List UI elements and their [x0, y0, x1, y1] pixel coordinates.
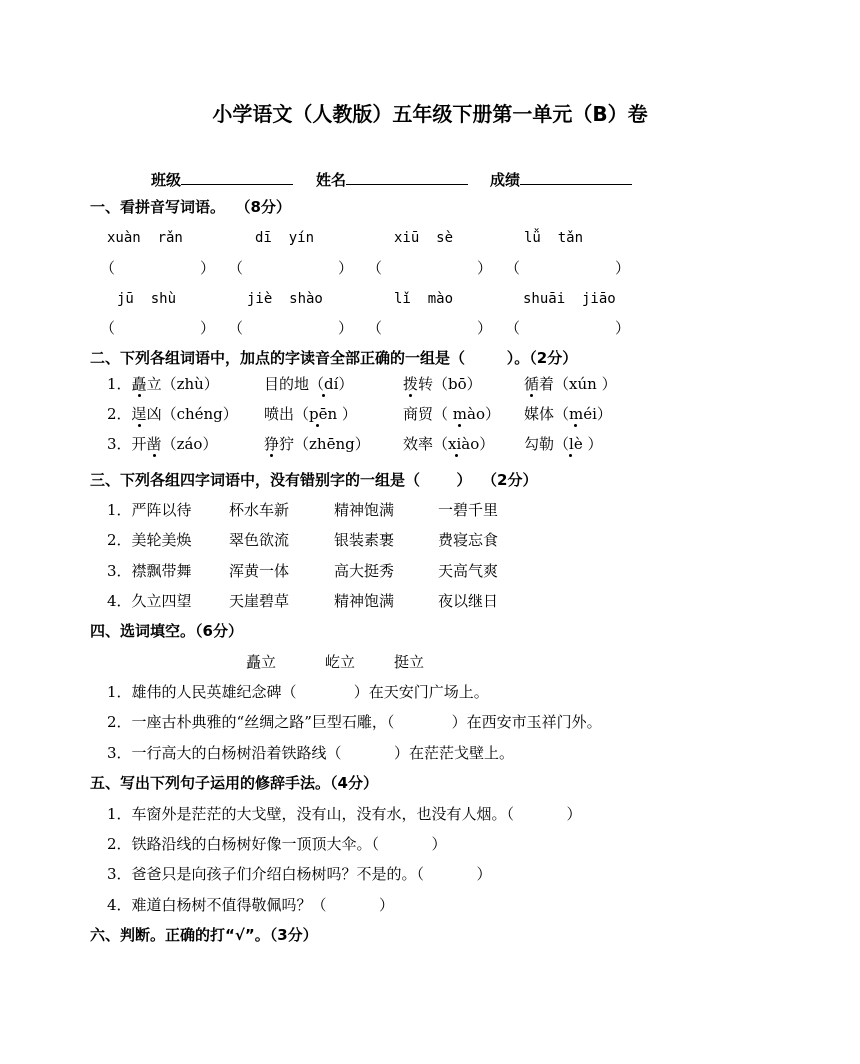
dotted-char: 勒（lè ）: [539, 435, 603, 453]
answer-bracket-open: （: [228, 319, 244, 337]
option-cell: 勾勒（lè ）: [524, 435, 603, 453]
idiom-option: 3．襟飘带舞: [107, 562, 192, 580]
dotted-char: 地（dí）: [294, 375, 354, 393]
rhetoric-question: 1．车窗外是茫茫的大戈壁，没有山，没有水，也没有人烟。（ ）: [107, 805, 582, 823]
rhetoric-question: 2．铁路沿线的白杨树好像一顶顶大伞。（ ）: [107, 835, 447, 853]
option-cell: 目的地（dí）: [264, 375, 354, 393]
idiom-option: 银装素裹: [334, 531, 395, 549]
dotted-char: 体（méi）: [539, 405, 612, 423]
answer-bracket-close: ）: [200, 259, 216, 277]
idiom-option: 浑黄一体: [229, 562, 290, 580]
answer-bracket-close: ）: [615, 319, 631, 337]
answer-bracket-close: ）: [615, 259, 631, 277]
section-5-heading: 五、写出下列句子运用的修辞手法。（4分）: [90, 774, 378, 792]
pinyin-item: shuāi jiāo: [523, 291, 616, 307]
pinyin-item: jiè shào: [247, 291, 323, 307]
section-2-heading: 二、下列各组词语中，加点的字读音全部正确的一组是（ ）。（2分）: [90, 349, 578, 367]
idiom-option: 一碧千里: [438, 501, 499, 519]
dotted-char: 凿: [146, 435, 162, 453]
dotted-char: 出（pēn ）: [279, 405, 357, 423]
score-field[interactable]: [490, 167, 632, 190]
pinyin-item: lǐ mào: [394, 291, 454, 307]
idiom-option: 杯水车新: [229, 501, 290, 519]
name-label: 姓名: [316, 171, 347, 189]
fill-question: 1．雄伟的人民英雄纪念碑（ ）在天安门广场上。: [107, 683, 489, 701]
pinyin-item: xuàn rǎn: [107, 230, 183, 246]
option-row-3: 3．开凿（záo）: [107, 435, 218, 453]
idiom-option: 精神饱满: [334, 501, 395, 519]
dotted-char: 狰: [264, 435, 280, 453]
section-4-heading: 四、选词填空。（6分）: [90, 622, 243, 640]
idiom-option: 高大挺秀: [334, 562, 395, 580]
answer-bracket-close: ）: [477, 319, 493, 337]
idiom-option: 精神饱满: [334, 592, 395, 610]
dotted-char: 率（xiào）: [418, 435, 495, 453]
answer-bracket-close: ）: [200, 319, 216, 337]
idiom-option: 费寝忘食: [438, 531, 499, 549]
dotted-char: 循: [524, 375, 540, 393]
answer-bracket-close: ）: [477, 259, 493, 277]
answer-bracket-close: ）: [338, 319, 354, 337]
option-row-2: 2．逞凶（chéng）: [107, 405, 238, 423]
dotted-char: 贸（ mào）: [418, 405, 500, 423]
answer-bracket-open: （: [367, 319, 383, 337]
option-cell: 循着（xún ）: [524, 375, 617, 393]
idiom-option: 4．久立四望: [107, 592, 192, 610]
pinyin-item: dī yín: [255, 230, 315, 246]
option-cell: 狰狞（zhēng）: [264, 435, 370, 453]
fill-question: 2．一座古朴典雅的“丝绸之路”巨型石雕，（ ）在西安市玉祥门外。: [107, 713, 602, 731]
word-choice: 挺立: [394, 653, 425, 671]
name-blank[interactable]: [346, 167, 468, 185]
rhetoric-question: 4．难道白杨树不值得敬佩吗？（ ）: [107, 896, 394, 914]
idiom-option: 1．严阵以待: [107, 501, 192, 519]
option-cell: 拨转（bō）: [403, 375, 482, 393]
pinyin-item: lǚ tǎn: [524, 230, 584, 246]
pinyin-item: xiū sè: [394, 230, 454, 246]
dotted-char: 逞: [131, 405, 147, 423]
answer-bracket-open: （: [100, 319, 116, 337]
word-choice: 矗立: [246, 653, 277, 671]
fill-question: 3．一行高大的白杨树沿着铁路线（ ）在茫茫戈壁上。: [107, 744, 514, 762]
answer-bracket-close: ）: [338, 259, 354, 277]
idiom-option: 夜以继日: [438, 592, 499, 610]
option-row-1: 1．矗立（zhù）: [107, 375, 219, 393]
option-cell: 媒体（méi）: [524, 405, 612, 423]
section-6-heading: 六、判断。正确的打“√”。（3分）: [90, 926, 318, 944]
class-field[interactable]: [151, 167, 293, 190]
answer-bracket-open: （: [367, 259, 383, 277]
idiom-option: 天崖碧草: [229, 592, 290, 610]
answer-bracket-open: （: [228, 259, 244, 277]
page-title: 小学语文（人教版）五年级下册第一单元（B）卷: [212, 102, 648, 126]
idiom-option: 2．美轮美焕: [107, 531, 192, 549]
idiom-option: 天高气爽: [438, 562, 499, 580]
name-field[interactable]: [316, 167, 468, 190]
dotted-char: 拨: [403, 375, 419, 393]
section-1-heading: 一、看拼音写词语。 （8分）: [90, 198, 291, 216]
pinyin-item: jū shù: [117, 291, 177, 307]
option-cell: 商贸（ mào）: [403, 405, 500, 423]
option-cell: 效率（xiào）: [403, 435, 495, 453]
class-blank[interactable]: [181, 167, 293, 185]
rhetoric-question: 3．爸爸只是向孩子们介绍白杨树吗？不是的。（ ）: [107, 865, 492, 883]
class-label: 班级: [151, 171, 182, 189]
idiom-option: 翠色欲流: [229, 531, 290, 549]
answer-bracket-open: （: [505, 259, 521, 277]
word-choice: 屹立: [325, 653, 356, 671]
answer-bracket-open: （: [100, 259, 116, 277]
answer-bracket-open: （: [505, 319, 521, 337]
dotted-char: 矗: [131, 375, 147, 393]
score-label: 成绩: [490, 171, 521, 189]
option-cell: 喷出（pēn ）: [264, 405, 357, 423]
section-3-heading: 三、下列各组四字词语中，没有错别字的一组是（ ） （2分）: [90, 471, 538, 489]
score-blank[interactable]: [520, 167, 632, 185]
